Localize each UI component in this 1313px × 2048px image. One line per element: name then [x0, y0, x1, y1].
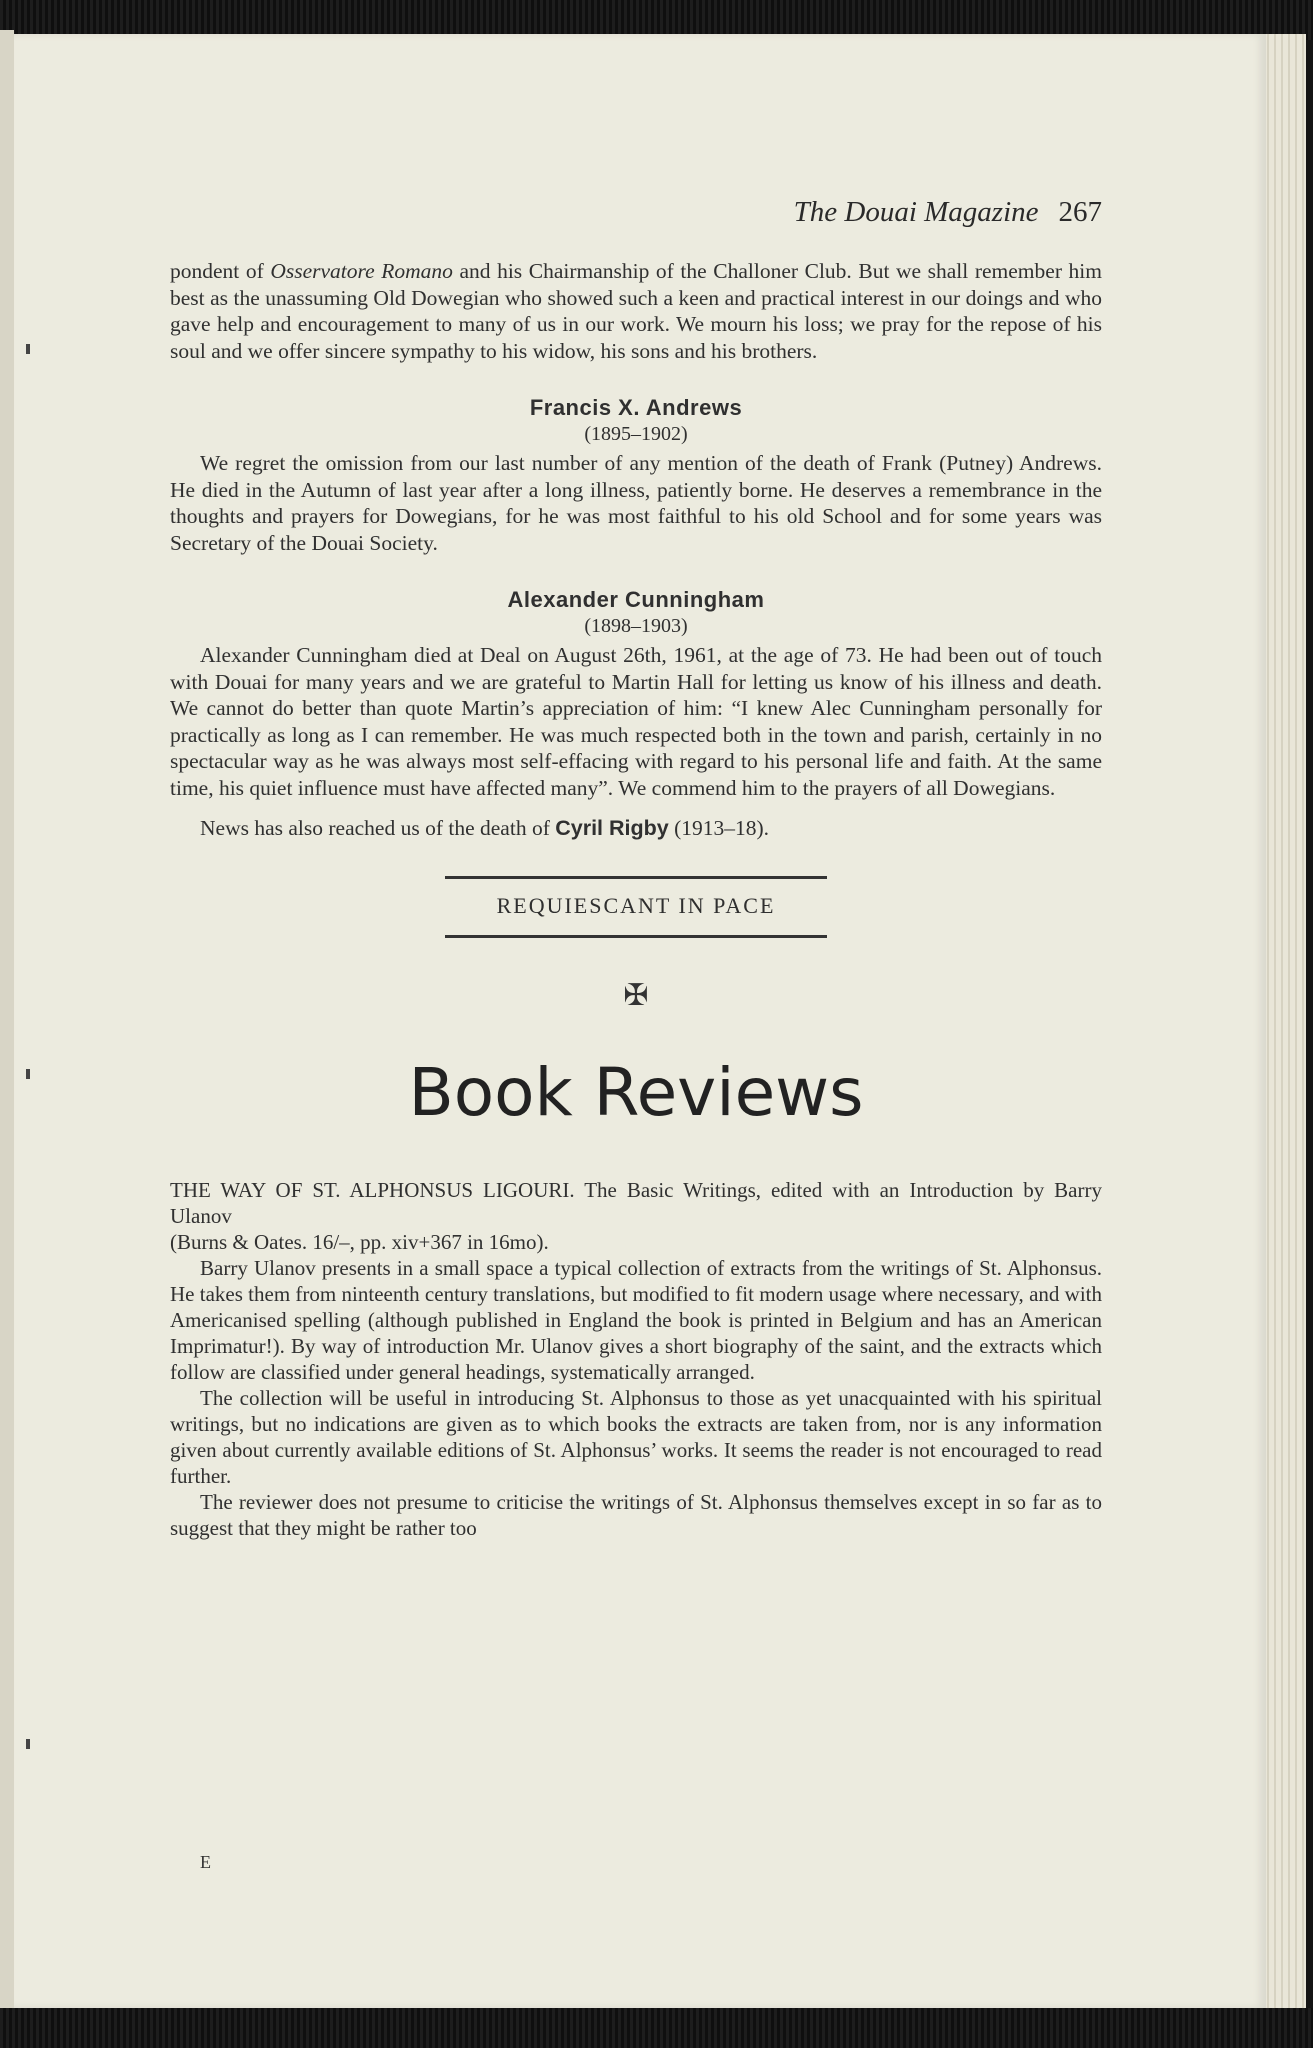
running-header: [720, 196, 1102, 236]
requiescant-text: REQUIESCANT IN PACE: [496, 892, 776, 918]
facing-page-edge: [0, 30, 14, 2020]
newspaper-title: Osservatore Romano: [270, 259, 453, 283]
opening-text-rest: and his Chairmanship of the Challoner Club. But we shall remember him best as the unassuming Old Dowegian who showed such a keen and practical interest in our doings and who gave help and encouragement to many of us in our work. We mourn his loss; we pray for the repose of his soul and we offer sincere sympathy to his widow, his sons and his brothers.: [170, 259, 1102, 363]
obituary-text: Alexander Cunningham died at Deal on August 26th, 1961, at the age of 73. He had been out of touch with Douai for many years and we are grateful to Martin Hall for letting us know of his illness and death. We cannot do better than quote Martin’s appreciation of him: “I knew Alec Cunningham personally for practically as long as I can remember. He was much respected both in the town and parish, certainly in no spectacular way as he was always most self-effacing with regard to his personal life and faith. At the same time, his quiet influence must have affected many”. We commend him to the prayers of all Dowegians.: [170, 643, 1102, 800]
divider-rule: [445, 935, 827, 938]
page-number: 267: [1058, 196, 1102, 228]
margin-mark: [26, 1739, 30, 1749]
signature-mark: E: [200, 1852, 211, 1872]
page-stack-edge: [1262, 34, 1306, 2009]
opening-paragraph: [170, 258, 1102, 364]
news-text: News has also reached us of the death of: [200, 816, 556, 840]
obituary-dates: (1898–1903): [584, 615, 688, 637]
binding-cloth-bottom: [0, 2008, 1313, 2048]
opening-text-start: pondent of: [170, 259, 271, 283]
obituary-dates: (1895–1902): [584, 423, 688, 445]
review-paragraph: Barry Ulanov presents in a small space a typical collection of extracts from the writings of St. Alphonsus. He takes them from ninteenth century translations, but modified to fit modern usage where necessary, and with Americanised spelling (although published in England the book is printed in Belgium and has an American Imprimatur!). By way of introduction Mr. Ulanov gives a short biography of the saint, and the extracts which follow are classified under general headings, systematically arranged.: [170, 1255, 1102, 1384]
review-publisher: (Burns & Oates. 16/–, pp. xiv+367 in 16mo).: [170, 1229, 549, 1254]
requiescant-block: [170, 876, 1102, 938]
divider-rule: [445, 876, 827, 879]
obituary-name: Francis X. Andrews: [529, 395, 743, 420]
news-dates: (1913–18).: [668, 816, 770, 840]
book-review: [170, 1177, 1102, 1541]
obituary-text: We regret the omission from our last number of any mention of the death of Frank (Putney) Andrews. He died in the Autumn of last year after a long illness, patiently borne. He deserves a remembrance in the thoughts and prayers for Dowegians, for he was most faithful to his old School and for some years was Secretary of the Douai Society.: [170, 451, 1102, 555]
news-paragraph: [170, 815, 1102, 842]
review-paragraph: The reviewer does not presume to criticise the writings of St. Alphonsus themselves except in so far as to suggest that they might be rather too: [170, 1489, 1102, 1540]
obituary-name: Alexander Cunningham: [507, 587, 765, 612]
cross-icon: ✠: [623, 978, 649, 1012]
review-citation: THE WAY OF ST. ALPHONSUS LIGOURI. The Basic Writings, edited with an Introduction by Barry Ulanov: [170, 1177, 1102, 1228]
news-name: Cyril Rigby: [555, 816, 669, 840]
margin-mark: [26, 1069, 30, 1079]
review-paragraph: The collection will be useful in introducing St. Alphonsus to those as yet unacquainted with his spiritual writings, but no indications are given as to which books the extracts are taken from, nor is any information given about currently available editions of St. Alphonsus’ works. It seems the reader is not encouraged to read further.: [170, 1385, 1102, 1488]
margin-mark: [26, 344, 30, 354]
section-title: Book Reviews: [408, 1053, 864, 1131]
obituary-section: [170, 258, 1102, 1541]
magazine-title: The Douai Magazine: [793, 196, 1039, 228]
